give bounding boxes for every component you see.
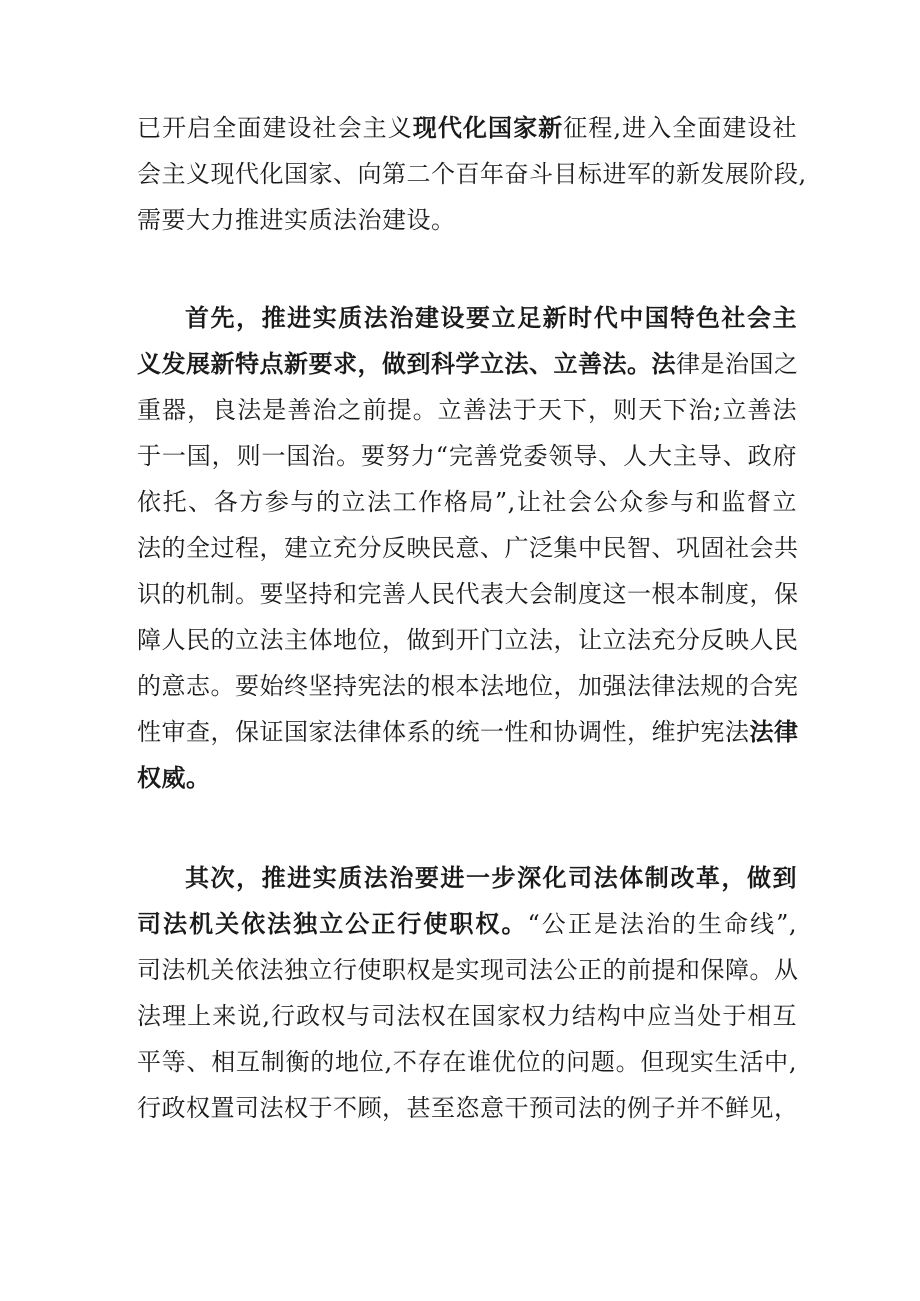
text-line <box>137 947 797 993</box>
text-run: 依托、各方参与的立法工作格局”,让社会公众参与和监督立 <box>137 488 797 516</box>
text-line <box>137 341 797 387</box>
paragraph-3 <box>137 855 797 1131</box>
text-run: 识的机制。要坚持和完善人民代表大会制度这一根本制度，保 <box>137 580 799 608</box>
text-run: 于一国，则一国治。要努力“完善党委领导、人大主导、政府 <box>137 442 797 470</box>
bold-text-run: 现代化国家新 <box>412 114 564 142</box>
bold-text-run: 司法机关依法独立公正行使职权。 <box>137 910 528 938</box>
text-line <box>137 197 797 243</box>
text-line <box>137 901 797 947</box>
text-line <box>137 663 797 709</box>
text-line <box>137 479 797 525</box>
text-line <box>137 855 797 901</box>
text-run: 会主义现代化国家、向第二个百年奋斗目标进军的新发展阶段, <box>137 160 807 188</box>
text-run: 法的全过程，建立充分反映民意、广泛集中民智、巩固社会共 <box>137 534 799 562</box>
text-line <box>137 709 797 755</box>
text-run: 平等、相互制衡的地位,不存在谁优位的问题。但现实生活中, <box>137 1048 797 1076</box>
text-line <box>137 755 797 801</box>
bold-text-run: 义发展新特点新要求，做到科学立法、立善法。法 <box>137 350 676 378</box>
paragraph-2 <box>137 295 797 801</box>
text-run: 需要大力推进实质法治建设。 <box>137 206 456 234</box>
text-run: 性审查，保证国家法律体系的统一性和协调性，维护宪法 <box>137 718 750 746</box>
text-line <box>137 993 797 1039</box>
text-line <box>137 525 797 571</box>
bold-text-run: 其次，推进实质法治要进一步深化司法体制改革，做到 <box>185 864 797 892</box>
text-line <box>137 571 797 617</box>
text-run: 已开启全面建设社会主义 <box>137 114 413 142</box>
text-run: “公正是法治的生命线”, <box>527 910 797 938</box>
text-line <box>137 151 807 197</box>
text-run: 行政权置司法权于不顾，甚至恣意干预司法的例子并不鲜见， <box>137 1094 799 1122</box>
paragraph-1 <box>137 105 807 243</box>
text-run: 征程,进入全面建设社 <box>563 114 798 142</box>
text-run: 障人民的立法主体地位，做到开门立法，让立法充分反映人民 <box>137 626 799 654</box>
text-run: 律是治国之 <box>676 350 799 378</box>
text-run: 的意志。要始终坚持宪法的根本法地位，加强法律法规的合宪 <box>137 672 799 700</box>
text-line <box>137 433 797 479</box>
text-line <box>137 617 797 663</box>
text-line <box>137 1085 797 1131</box>
bold-text-run: 法律 <box>749 718 799 746</box>
text-run: 重器，良法是善治之前提。立善法于天下，则天下治;立善法 <box>137 396 797 424</box>
text-run: 司法机关依法独立行使职权是实现司法公正的前提和保障。从 <box>137 956 799 984</box>
text-line <box>137 105 797 151</box>
bold-text-run: 权威。 <box>137 764 211 792</box>
text-line <box>137 1039 797 1085</box>
text-run: 法理上来说,行政权与司法权在国家权力结构中应当处于相互 <box>137 1002 797 1030</box>
bold-text-run: 首先，推进实质法治建设要立足新时代中国特色社会主 <box>185 304 797 332</box>
text-line <box>137 387 797 433</box>
text-line <box>137 295 797 341</box>
